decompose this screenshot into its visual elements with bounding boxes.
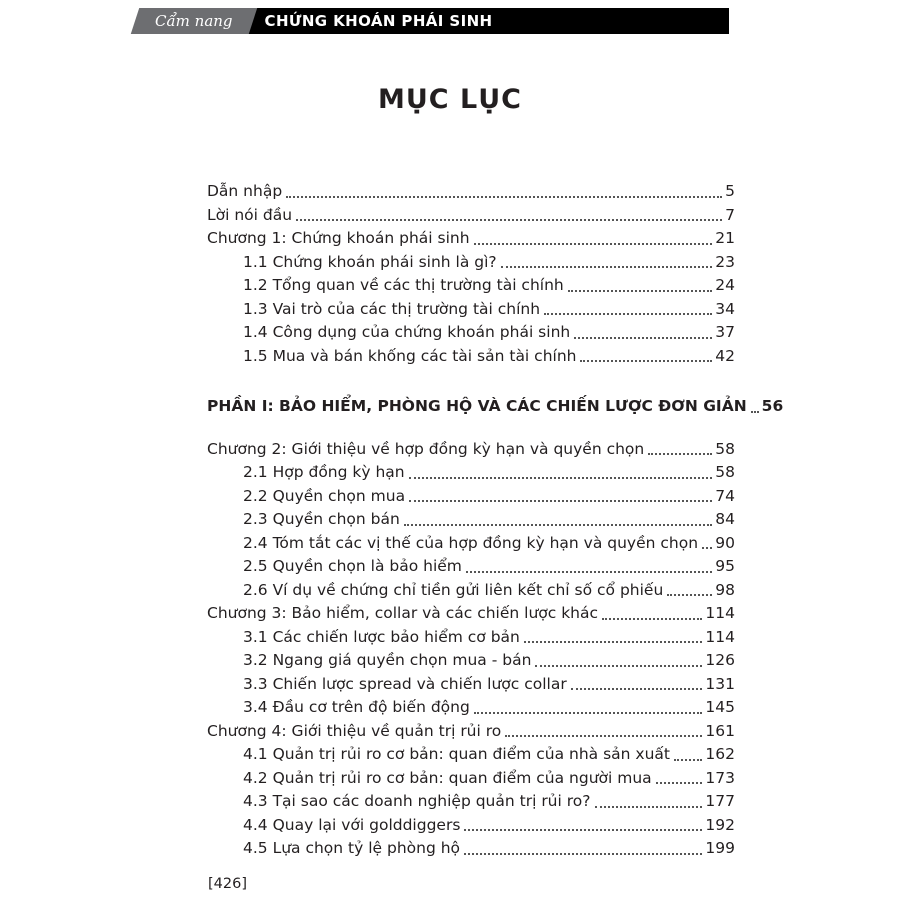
toc-entry-label: 4.4 Quay lại với golddiggers	[243, 815, 461, 834]
toc-entry-label: Lời nói đầu	[207, 205, 293, 224]
toc-page-number: 74	[715, 486, 735, 505]
brand-segment	[131, 8, 257, 34]
dot-leader	[674, 759, 702, 761]
dot-leader	[474, 243, 713, 245]
toc-row	[207, 438, 735, 462]
toc-list	[207, 180, 784, 861]
dot-leader	[535, 665, 702, 667]
toc-page-number: 90	[715, 533, 735, 552]
toc-page-number: 161	[705, 721, 735, 740]
toc-row	[207, 321, 735, 345]
toc-row	[207, 626, 735, 650]
dot-leader	[286, 196, 722, 198]
toc-page-number: 126	[705, 651, 735, 669]
dot-leader	[501, 266, 713, 268]
toc-row	[207, 814, 735, 838]
toc-page-number: 114	[705, 627, 735, 646]
toc-row	[207, 837, 735, 861]
toc-entry-label: 2.3 Quyền chọn bán	[243, 510, 400, 528]
footer-page-number: [426]	[208, 876, 247, 892]
toc-page-number: 5	[725, 182, 735, 200]
dot-leader	[602, 618, 702, 620]
toc-row	[207, 251, 735, 275]
toc-row	[207, 767, 735, 791]
dot-leader	[404, 524, 712, 526]
dot-leader	[571, 688, 703, 690]
toc-page-number: 21	[715, 229, 735, 247]
toc-entry-label: 3.3 Chiến lược spread và chiến lược collar	[243, 674, 567, 693]
toc-page-number: 192	[705, 815, 735, 834]
toc-page-number: 37	[715, 323, 735, 341]
toc-row	[207, 395, 784, 419]
dot-leader	[574, 337, 712, 339]
toc-row	[207, 602, 735, 626]
dot-leader	[474, 712, 703, 714]
toc-page-number: 58	[715, 463, 735, 481]
toc-row	[207, 579, 735, 603]
toc-entry-label: 4.3 Tại sao các doanh nghiệp quản trị rủi ro?	[243, 792, 591, 810]
toc-row	[207, 204, 735, 228]
dot-leader	[568, 290, 713, 292]
toc-entry-label: Dẫn nhập	[207, 182, 283, 200]
toc-entry-label: 2.4 Tóm tắt các vị thế của hợp đồng kỳ hạn và quyền chọn	[243, 533, 699, 552]
toc-row	[207, 790, 735, 814]
toc-row	[207, 227, 735, 251]
dot-leader	[648, 453, 712, 455]
dot-leader	[751, 411, 759, 413]
toc-row	[207, 673, 735, 697]
toc-page-number: 114	[705, 604, 735, 622]
toc-row	[207, 180, 735, 204]
toc-row	[207, 696, 735, 720]
dot-leader	[544, 313, 712, 315]
toc-row	[207, 743, 735, 767]
toc-page-number: 58	[715, 439, 735, 458]
toc-page-number: 199	[705, 839, 735, 857]
toc-page-number: 173	[705, 768, 735, 787]
dot-leader	[580, 360, 712, 362]
toc-entry-label: 2.6 Ví dụ về chứng chỉ tiền gửi liên kết chỉ số cổ phiếu	[243, 580, 664, 599]
toc-entry-label: 3.4 Đầu cơ trên độ biến động	[243, 698, 470, 716]
dot-leader	[464, 829, 702, 831]
toc-entry-label: 2.2 Quyền chọn mua	[243, 486, 406, 505]
toc-entry-label: 1.2 Tổng quan về các thị trường tài chính	[243, 276, 564, 294]
dot-leader	[505, 735, 702, 737]
toc-row	[207, 485, 735, 509]
toc-page-number: 24	[715, 276, 735, 294]
toc-page-number: 145	[705, 698, 735, 716]
toc-page-number: 177	[705, 792, 735, 810]
dot-leader	[464, 853, 702, 855]
toc-entry-label: 1.5 Mua và bán khống các tài sản tài chính	[243, 346, 577, 365]
dot-leader	[524, 641, 703, 643]
toc-row	[207, 720, 735, 744]
header-bar	[135, 8, 729, 34]
dot-leader	[409, 477, 713, 479]
toc-page-number: 34	[715, 299, 735, 318]
brand-label: Cẩm nang	[155, 12, 233, 30]
toc-page-number: 98	[715, 580, 735, 599]
toc-entry-label: 3.1 Các chiến lược bảo hiểm cơ bản	[243, 627, 520, 646]
toc-row	[207, 649, 735, 673]
dot-leader	[702, 547, 712, 549]
toc-page-number: 131	[705, 674, 735, 693]
dot-leader	[409, 500, 712, 502]
toc-row	[207, 345, 735, 369]
toc-entry-label: 3.2 Ngang giá quyền chọn mua - bán	[243, 651, 532, 669]
toc-entry-label: PHẦN I: BẢO HIỂM, PHÒNG HỘ VÀ CÁC CHIẾN LƯỢC ĐƠN GIẢN	[207, 397, 747, 415]
toc-entry-label: 1.1 Chứng khoán phái sinh là gì?	[243, 252, 497, 271]
toc-entry-label: 4.2 Quản trị rủi ro cơ bản: quan điểm của người mua	[243, 768, 652, 787]
toc-entry-label: 2.5 Quyền chọn là bảo hiểm	[243, 557, 462, 575]
toc-row	[207, 461, 735, 485]
toc-entry-label: Chương 4: Giới thiệu về quản trị rủi ro	[207, 721, 502, 740]
toc-page-number: 95	[715, 557, 735, 575]
toc-page-number: 42	[715, 346, 735, 365]
dot-leader	[667, 594, 712, 596]
toc-entry-label: 4.1 Quản trị rủi ro cơ bản: quan điểm của nhà sản xuất	[243, 745, 671, 763]
toc-entry-label: Chương 3: Bảo hiểm, collar và các chiến lược khác	[207, 604, 599, 622]
book-title: CHỨNG KHOÁN PHÁI SINH	[243, 8, 729, 34]
toc-entry-label: Chương 2: Giới thiệu về hợp đồng kỳ hạn và quyền chọn	[207, 439, 645, 458]
dot-leader	[595, 806, 703, 808]
toc-page-number: 84	[715, 510, 735, 528]
toc-entry-label: 1.4 Công dụng của chứng khoán phái sinh	[243, 323, 571, 341]
toc-entry-label: 2.1 Hợp đồng kỳ hạn	[243, 463, 405, 481]
dot-leader	[656, 782, 703, 784]
toc-row	[207, 555, 735, 579]
toc-page-number: 56	[761, 397, 784, 415]
dot-leader	[466, 571, 712, 573]
toc-page-number: 162	[705, 745, 735, 763]
toc-row	[207, 298, 735, 322]
toc-row	[207, 508, 735, 532]
toc-entry-label: Chương 1: Chứng khoán phái sinh	[207, 229, 470, 247]
toc-entry-label: 1.3 Vai trò của các thị trường tài chính	[243, 299, 541, 318]
toc-row	[207, 532, 735, 556]
toc-row	[207, 274, 735, 298]
toc-entry-label: 4.5 Lựa chọn tỷ lệ phòng hộ	[243, 839, 461, 857]
page-title: MỤC LỤC	[378, 84, 522, 115]
toc-page-number: 23	[715, 252, 735, 271]
toc-page-number: 7	[725, 205, 735, 224]
dot-leader	[296, 219, 722, 221]
